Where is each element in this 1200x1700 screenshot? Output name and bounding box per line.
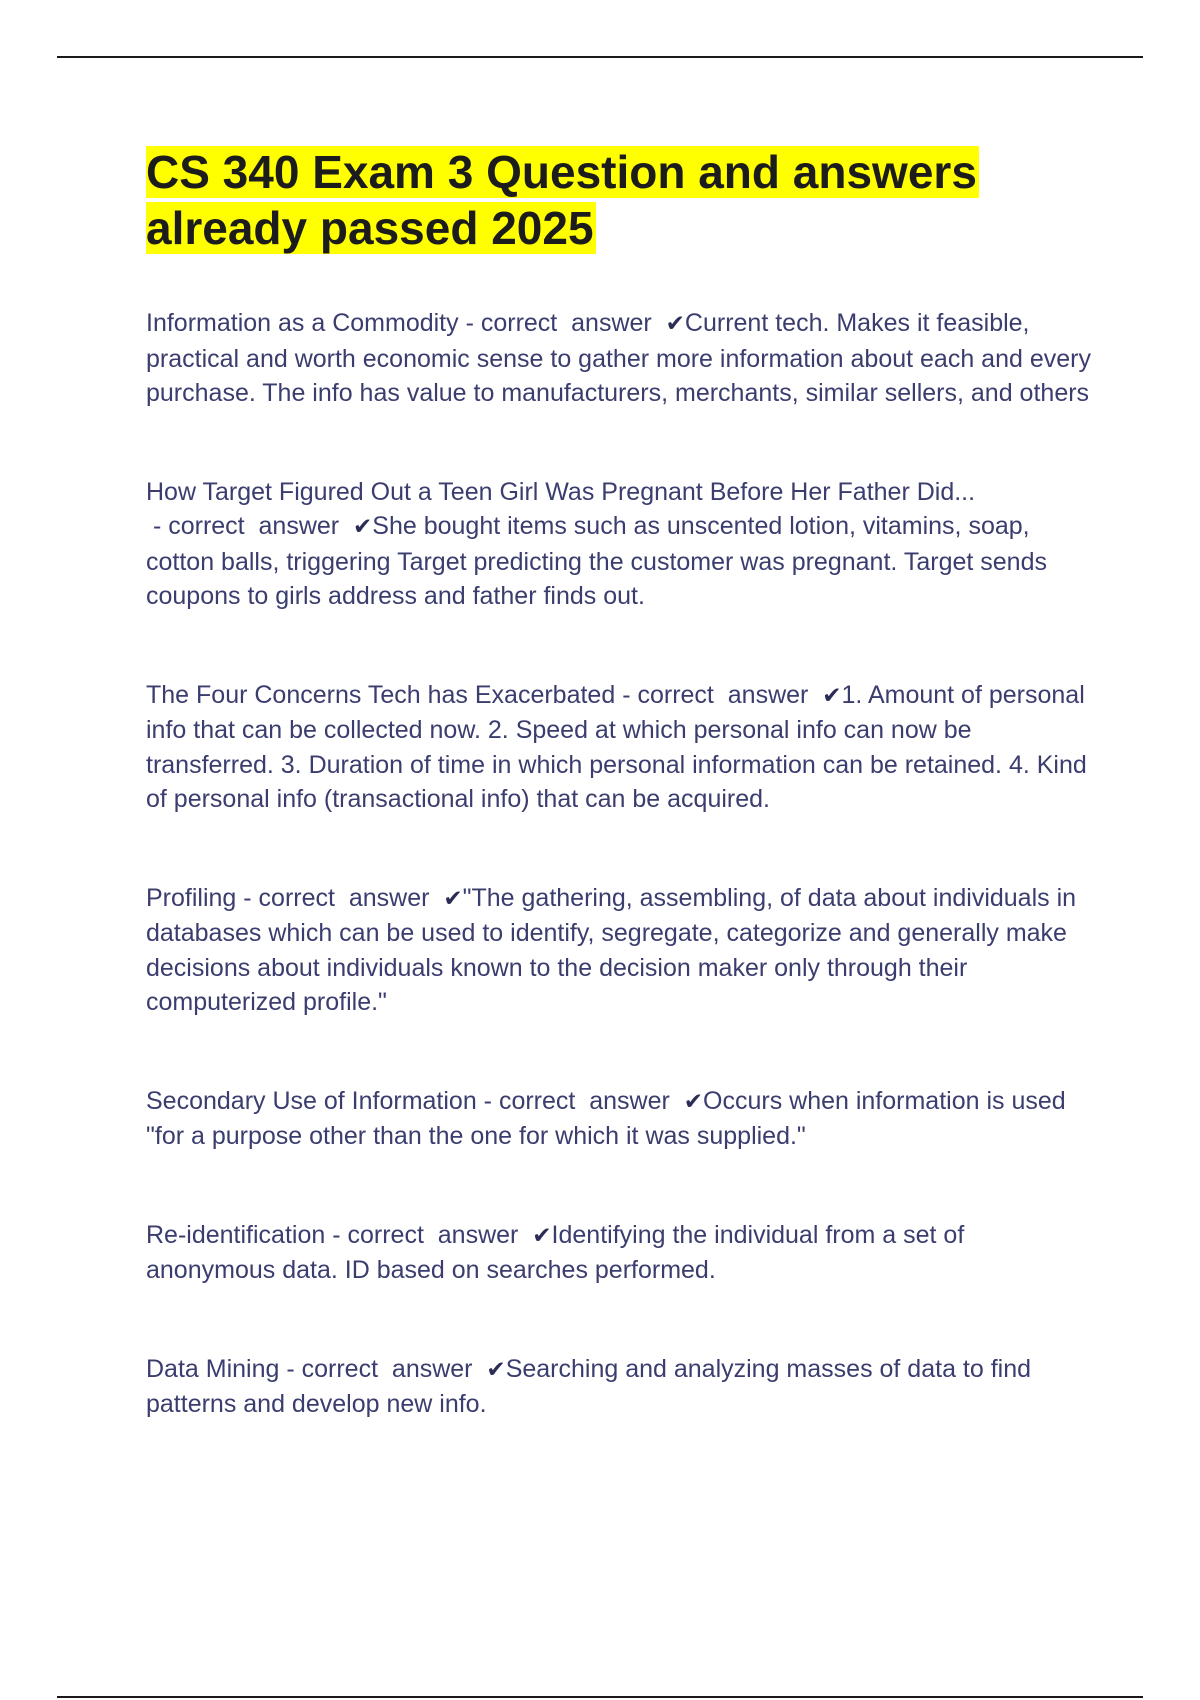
document-title xyxy=(146,144,1096,256)
qa-answer: 1. Amount of personal info that can be collected now. 2. Speed at which personal info can now be transferred. 3. Duration of time in which personal information can be retained. 4. Kind of personal info (transactional info) that can be acquired. xyxy=(146,680,1087,813)
qa-question: Secondary Use of Information xyxy=(146,1086,477,1115)
qa-question: Profiling xyxy=(146,883,237,912)
qa-item xyxy=(146,1218,1096,1288)
qa-separator: - correct answer xyxy=(458,309,666,337)
qa-answer: Current tech. Makes it feasible, practical and worth economic sense to gather more information about each and every purchase. The info has value to manufacturers, merchants, similar sellers, and others xyxy=(146,309,1091,407)
check-mark-icon: ✔ xyxy=(665,311,685,337)
qa-question: Information as a Commodity xyxy=(146,309,459,337)
qa-item xyxy=(146,306,1096,411)
check-mark-icon: ✔ xyxy=(443,885,463,912)
document-title-highlight: CS 340 Exam 3 Question and answers already passed 2025 xyxy=(146,146,977,254)
qa-separator: - correct answer xyxy=(476,1086,684,1115)
qa-question: Data Mining xyxy=(146,1354,280,1383)
qa-answer: She bought items such as unscented lotion, vitamins, soap, cotton balls, triggering Target predicting the customer was pregnant. Target sends coupons to girls address and father finds out. xyxy=(146,512,1047,610)
check-mark-icon: ✔ xyxy=(353,514,373,540)
check-mark-icon: ✔ xyxy=(486,1356,506,1383)
qa-question: The Four Concerns Tech has Exacerbated xyxy=(146,680,616,709)
qa-item xyxy=(146,881,1096,1020)
check-mark-icon: ✔ xyxy=(532,1222,552,1249)
qa-separator: - correct answer xyxy=(615,680,823,709)
qa-answer: Occurs when information is used "for a purpose other than the one for which it was supplied." xyxy=(146,1086,1066,1150)
qa-question: How Target Figured Out a Teen Girl Was Pregnant Before Her Father Did... xyxy=(146,477,976,506)
qa-separator: - correct answer xyxy=(146,512,353,540)
footer-rule xyxy=(57,1696,1143,1698)
check-mark-icon: ✔ xyxy=(683,1088,704,1115)
qa-list xyxy=(146,306,1096,1422)
qa-answer: Searching and analyzing masses of data to find patterns and develop new info. xyxy=(146,1354,1032,1418)
qa-item xyxy=(146,475,1096,614)
qa-answer: "The gathering, assembling, of data about individuals in databases which can be used to identify, segregate, categorize and generally make decisions about individuals known to the decision maker only through their computerized profile." xyxy=(146,883,1077,1016)
qa-question: Re-identification xyxy=(146,1220,326,1249)
qa-item xyxy=(146,1352,1096,1422)
qa-item xyxy=(146,678,1096,817)
qa-separator: - correct answer xyxy=(279,1354,487,1383)
check-mark-icon: ✔ xyxy=(822,682,842,709)
qa-separator: - correct answer xyxy=(236,883,444,912)
qa-answer: Identifying the individual from a set of anonymous data. ID based on searches performed. xyxy=(146,1220,965,1284)
qa-item xyxy=(146,1084,1096,1154)
qa-separator: - correct answer xyxy=(325,1220,533,1249)
header-rule xyxy=(57,56,1143,58)
document-body xyxy=(146,144,1096,1422)
